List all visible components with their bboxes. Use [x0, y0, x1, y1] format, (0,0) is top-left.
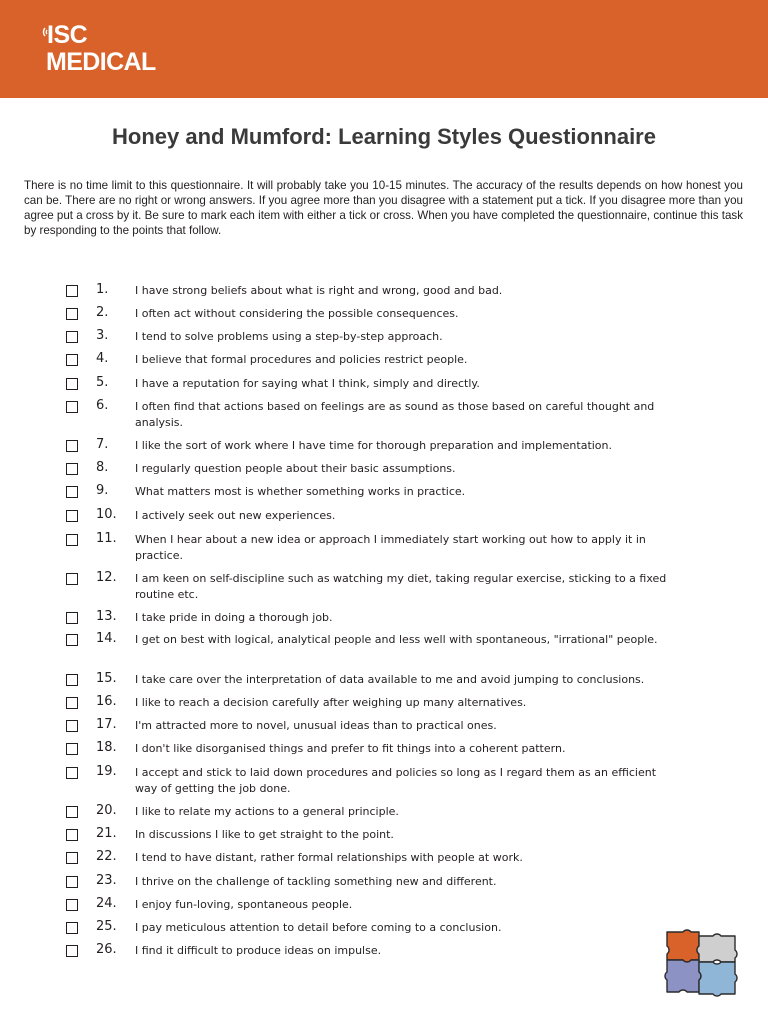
answer-checkbox[interactable]	[66, 876, 78, 888]
question-text: I take care over the interpretation of data available to me and avoid jumping to conclusions.	[135, 673, 645, 686]
question-text: I tend to solve problems using a step-by-step approach.	[135, 330, 443, 343]
question-number: 2.	[96, 305, 109, 320]
question-number: 14.	[96, 631, 117, 646]
question-item	[0, 942, 768, 979]
question-number: 7.	[96, 437, 109, 452]
question-number: 10.	[96, 507, 117, 522]
question-number: 15.	[96, 671, 117, 686]
question-text: I believe that formal procedures and policies restrict people.	[135, 353, 468, 366]
answer-checkbox[interactable]	[66, 945, 78, 957]
question-text: I get on best with logical, analytical people and less well with spontaneous, "irrational" people.	[135, 633, 658, 646]
header-banner	[0, 0, 768, 98]
question-number: 8.	[96, 460, 109, 475]
answer-checkbox[interactable]	[66, 922, 78, 934]
answer-checkbox[interactable]	[66, 829, 78, 841]
answer-checkbox[interactable]	[66, 612, 78, 624]
question-number: 5.	[96, 375, 109, 390]
answer-checkbox[interactable]	[66, 285, 78, 297]
question-number: 21.	[96, 826, 117, 841]
question-number: 13.	[96, 609, 117, 624]
answer-checkbox[interactable]	[66, 806, 78, 818]
answer-checkbox[interactable]	[66, 401, 78, 413]
answer-checkbox[interactable]	[66, 720, 78, 732]
question-text: I pay meticulous attention to detail before coming to a conclusion.	[135, 921, 502, 934]
answer-checkbox[interactable]	[66, 743, 78, 755]
answer-checkbox[interactable]	[66, 354, 78, 366]
puzzle-pieces-icon	[663, 926, 739, 998]
question-text: In discussions I like to get straight to the point.	[135, 828, 394, 841]
question-text: I find it difficult to produce ideas on impulse.	[135, 944, 382, 957]
answer-checkbox[interactable]	[66, 573, 78, 585]
answer-checkbox[interactable]	[66, 767, 78, 779]
answer-checkbox[interactable]	[66, 674, 78, 686]
question-text: I'm attracted more to novel, unusual ideas than to practical ones.	[135, 719, 497, 732]
question-text: I accept and stick to laid down procedures and policies so long as I regard them as an efficient way of getting the job done.	[135, 766, 657, 795]
intro-paragraph: There is no time limit to this questionnaire. It will probably take you 10-15 minutes. The accuracy of the results depends on how honest you can be. There are no right or wrong answers. If you agree more than you disagree with a statement put a tick. If you disagree more than you agree put a cross by it. Be sure to mark each item with either a tick or cross. When you have completed the questionnaire, continue this task by responding to the points that follow.	[24, 179, 743, 237]
question-number: 23.	[96, 873, 117, 888]
question-item	[0, 570, 768, 607]
answer-checkbox[interactable]	[66, 331, 78, 343]
question-text: I tend to have distant, rather formal relationships with people at work.	[135, 851, 523, 864]
question-number: 3.	[96, 328, 109, 343]
page-title: Honey and Mumford: Learning Styles Questionnaire	[112, 124, 656, 149]
answer-checkbox[interactable]	[66, 440, 78, 452]
answer-checkbox[interactable]	[66, 634, 78, 646]
question-item	[0, 764, 768, 801]
question-text: I actively seek out new experiences.	[135, 509, 336, 522]
question-number: 1.	[96, 282, 109, 297]
answer-checkbox[interactable]	[66, 486, 78, 498]
question-item	[0, 631, 768, 668]
question-text: I take pride in doing a thorough job.	[135, 611, 333, 624]
answer-checkbox[interactable]	[66, 378, 78, 390]
question-text: I thrive on the challenge of tackling something new and different.	[135, 875, 497, 888]
question-number: 26.	[96, 942, 117, 957]
question-text: What matters most is whether something works in practice.	[135, 485, 466, 498]
logo-text-isc: ISC	[47, 21, 88, 49]
question-text: I like to relate my actions to a general principle.	[135, 805, 399, 818]
question-text: I don't like disorganised things and prefer to fit things into a coherent pattern.	[135, 742, 566, 755]
answer-checkbox[interactable]	[66, 463, 78, 475]
question-number: 11.	[96, 531, 117, 546]
question-text: I regularly question people about their basic assumptions.	[135, 462, 456, 475]
answer-checkbox[interactable]	[66, 697, 78, 709]
question-number: 25.	[96, 919, 117, 934]
question-text: I often act without considering the possible consequences.	[135, 307, 459, 320]
answer-checkbox[interactable]	[66, 510, 78, 522]
question-text: I like the sort of work where I have time for thorough preparation and implementation.	[135, 439, 613, 452]
question-text: When I hear about a new idea or approach I immediately start working out how to apply it in practice.	[135, 533, 646, 562]
isc-medical-logo	[38, 22, 178, 82]
question-text: I have strong beliefs about what is right and wrong, good and bad.	[135, 284, 503, 297]
question-text: I often find that actions based on feelings are as sound as those based on careful thought and analysis.	[135, 400, 655, 429]
question-number: 24.	[96, 896, 117, 911]
answer-checkbox[interactable]	[66, 852, 78, 864]
question-number: 17.	[96, 717, 117, 732]
question-number: 18.	[96, 740, 117, 755]
answer-checkbox[interactable]	[66, 899, 78, 911]
question-number: 4.	[96, 351, 109, 366]
logo-text-medical: MEDICAL	[46, 48, 156, 76]
question-number: 22.	[96, 849, 117, 864]
question-number: 9.	[96, 483, 109, 498]
question-number: 16.	[96, 694, 117, 709]
question-text: I like to reach a decision carefully after weighing up many alternatives.	[135, 696, 527, 709]
question-number: 6.	[96, 398, 109, 413]
question-item	[0, 531, 768, 568]
answer-checkbox[interactable]	[66, 534, 78, 546]
question-number: 19.	[96, 764, 117, 779]
question-text: I am keen on self-discipline such as watching my diet, taking regular exercise, sticking to a fixed routine etc.	[135, 572, 667, 601]
question-number: 12.	[96, 570, 117, 585]
question-text: I have a reputation for saying what I think, simply and directly.	[135, 377, 480, 390]
question-text: I enjoy fun-loving, spontaneous people.	[135, 898, 353, 911]
question-number: 20.	[96, 803, 117, 818]
question-item	[0, 398, 768, 435]
answer-checkbox[interactable]	[66, 308, 78, 320]
